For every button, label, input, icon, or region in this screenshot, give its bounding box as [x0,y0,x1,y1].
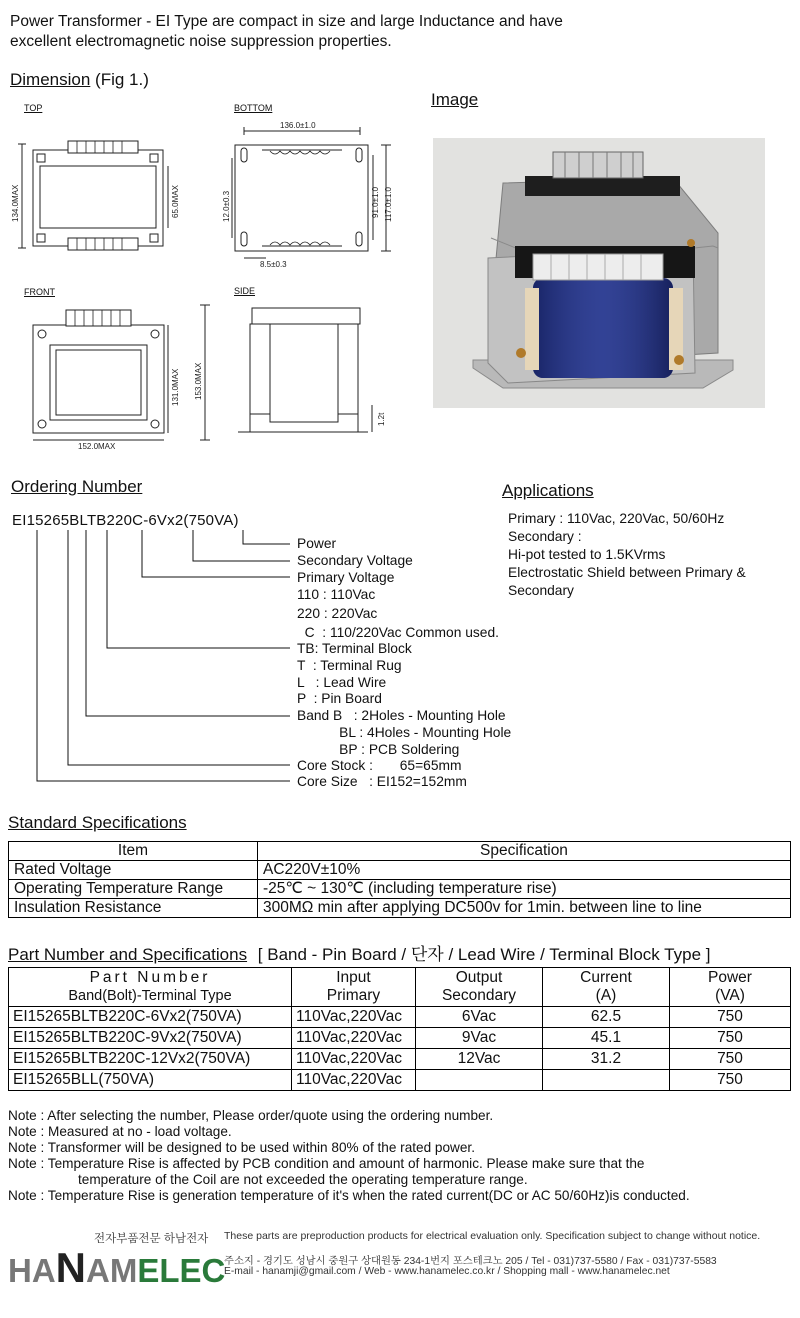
logo-part-am: AM [86,1252,138,1289]
table-row [9,1007,791,1028]
image-heading: Image [431,90,479,109]
code-part-terminal: TB [86,512,107,529]
col-output-title: Output [455,969,503,986]
notes [8,1108,690,1204]
partnumber-subheading: [ Band - Pin Board / 단자 / Lead Wire / Terminal Block Type ] [257,945,711,964]
col-input-title: Input [336,969,371,986]
part-output: 9Vac [416,1028,543,1049]
dimension-title: Dimension [10,70,91,89]
order-line-220: 220 : 220Vac [297,606,378,621]
part-current [543,1070,670,1091]
ordering-heading: Ordering Number [11,477,143,496]
col-item: Item [9,842,258,861]
dim-bottom-h1: 91.0±1.0 [371,186,380,218]
order-line-band-bp: BP : PCB Soldering [297,742,460,757]
dim-side-thk: 1.2t [377,412,386,426]
part-power: 750 [670,1007,791,1028]
spec-item: Rated Voltage [9,861,258,880]
company-logo [8,1244,225,1292]
spec-item: Insulation Resistance [9,899,258,918]
part-power: 750 [670,1049,791,1070]
code-part-core-stock: 65 [52,512,70,529]
spec-value: -25℃ ~ 130℃ (including temperature rise) [258,880,791,899]
order-line-core-stock: Core Stock : 65=65mm [297,758,462,773]
order-line-110: 110 : 110Vac [297,587,376,602]
part-current: 45.1 [543,1028,670,1049]
dim-front-width: 152.0MAX [78,442,116,451]
part-output: 6Vac [416,1007,543,1028]
note-line: Note : Temperature Rise is generation temperature of it's when the rated current(DC or AC 50/60Hz)is conducted. [8,1188,690,1203]
app-line: Secondary : [508,529,582,544]
col-part-number-sub: Band(Bolt)-Terminal Type [68,988,232,1004]
partnumber-heading: Part Number and Specifications [8,945,248,964]
disclaimer: These parts are preproduction products for electrical evaluation only. Specification subject to change without notice. [224,1230,761,1242]
code-part-power: (750VA) [183,512,239,529]
code-part-band: BL [69,512,87,529]
part-input: 110Vac,220Vac [292,1028,416,1049]
part-current: 62.5 [543,1007,670,1028]
order-line-common: C : 110/220Vac Common used. [297,625,499,640]
standard-spec-table [8,841,791,918]
company-tagline: 전자부품전문 하남전자 [94,1233,209,1245]
col-power [670,968,791,1007]
order-line-l: L : Lead Wire [297,675,387,690]
company-address: 주소지 - 경기도 성남시 중원구 상대원동 234-1번지 포스테크노 205 / Tel - 031)737-5580 / Fax - 031)737-5583 [224,1256,717,1267]
table-header-row [9,968,791,1007]
col-current [543,968,670,1007]
table-row [9,861,791,880]
note-line: Note : Transformer will be designed to be used within 80% of the rated power. [8,1140,475,1155]
part-number: EI15265BLTB220C-12Vx2(750VA) [9,1049,292,1070]
transformer-photo [433,138,765,408]
spec-value: 300MΩ min after applying DC500v for 1min. between line to line [258,899,791,918]
note-line: Note : Measured at no - load voltage. [8,1124,232,1139]
view-label-front: FRONT [24,287,55,297]
footer [8,1226,792,1296]
dim-front-h2: 153.0MAX [194,362,203,400]
logo-part-n: N [55,1244,87,1291]
order-line-band-b: Band B : 2Holes - Mounting Hole [297,708,506,723]
note-line: Note : After selecting the number, Please order/quote using the ordering number. [8,1108,494,1123]
logo-part-elec: ELEC [137,1252,226,1289]
dim-bottom-width: 136.0±1.0 [280,121,316,130]
partnumber-table [8,967,791,1091]
part-input: 110Vac,220Vac [292,1007,416,1028]
col-part-number [9,968,292,1007]
part-input: 110Vac,220Vac [292,1049,416,1070]
col-input-sub: Primary [326,987,381,1004]
partnumber-heading-row [8,940,711,965]
table-row [9,880,791,899]
order-line-power: Power [297,536,337,551]
table-header-row [9,842,791,861]
part-number: EI15265BLL(750VA) [9,1070,292,1091]
part-power: 750 [670,1070,791,1091]
note-line: Note : Temperature Rise is affected by PCB condition and amount of harmonic. Please make sure that the [8,1156,645,1171]
code-part-dash: - [143,512,149,529]
order-line-p: P : Pin Board [297,691,382,706]
note-line-continued: temperature of the Coil are not exceeded the operating temperature range. [78,1172,528,1187]
dim-bottom-h2: 117.0±1.0 [384,187,393,222]
col-power-title: Power [708,969,752,986]
code-part-core-size: EI152 [12,512,53,529]
dimension-fig: (Fig 1.) [95,70,149,89]
part-output: 12Vac [416,1049,543,1070]
intro-line-1: Power Transformer - EI Type are compact in size and large Inductance and have [10,13,563,30]
app-line: Hi-pot tested to 1.5KVrms [508,547,666,562]
app-line: Primary : 110Vac, 220Vac, 50/60Hz [508,511,725,526]
dim-bottom-slot: 8.5±0.3 [260,260,287,269]
col-output-sub: Secondary [441,987,517,1004]
app-line: Secondary [508,583,574,598]
spec-item: Operating Temperature Range [9,880,258,899]
col-part-number-title: Part Number [89,969,211,986]
dim-top-inner: 65.0MAX [171,185,180,218]
applications-heading: Applications [502,481,594,500]
dim-front-h1: 131.0MAX [171,368,180,406]
order-line-primary: Primary Voltage [297,570,395,585]
part-current: 31.2 [543,1049,670,1070]
order-line-tb: TB: Terminal Block [297,641,412,656]
col-current-sub: (A) [595,987,617,1004]
company-contact: E-mail - hanamji@gmail.com / Web - www.hanamelec.co.kr / Shopping mall - www.hanamelec.net [224,1266,670,1277]
code-part-primary: 220C [106,512,144,529]
spec-value: AC220V±10% [258,861,791,880]
dim-bottom-left: 12.0±0.3 [222,190,231,222]
app-line: Electrostatic Shield between Primary & [508,565,746,580]
col-power-sub: (VA) [715,987,745,1004]
order-line-secondary: Secondary Voltage [297,553,413,568]
standard-heading: Standard Specifications [8,813,187,832]
view-label-side: SIDE [234,286,256,296]
dim-top-height: 134.0MAX [11,184,20,222]
table-row [9,899,791,918]
view-label-bottom: BOTTOM [234,103,273,113]
table-row [9,1028,791,1049]
order-line-core-size: Core Size : EI152=152mm [297,774,467,789]
part-number: EI15265BLTB220C-9Vx2(750VA) [9,1028,292,1049]
col-input [292,968,416,1007]
code-part-secondary: 6Vx2 [148,512,184,529]
ordering-leader-lines [0,0,310,800]
table-row [9,1049,791,1070]
intro-line-2: excellent electromagnetic noise suppression properties. [10,33,392,50]
col-current-title: Current [580,969,632,986]
part-input: 110Vac,220Vac [292,1070,416,1091]
part-number: EI15265BLTB220C-6Vx2(750VA) [9,1007,292,1028]
order-line-t: T : Terminal Rug [297,658,402,673]
applications-list [508,510,798,600]
col-specification: Specification [258,842,791,861]
logo-part-ha: HA [8,1252,56,1289]
col-output [416,968,543,1007]
order-line-band-bl: BL : 4Holes - Mounting Hole [297,725,512,740]
view-label-top: TOP [24,103,43,113]
part-power: 750 [670,1028,791,1049]
table-row [9,1070,791,1091]
part-output [416,1070,543,1091]
